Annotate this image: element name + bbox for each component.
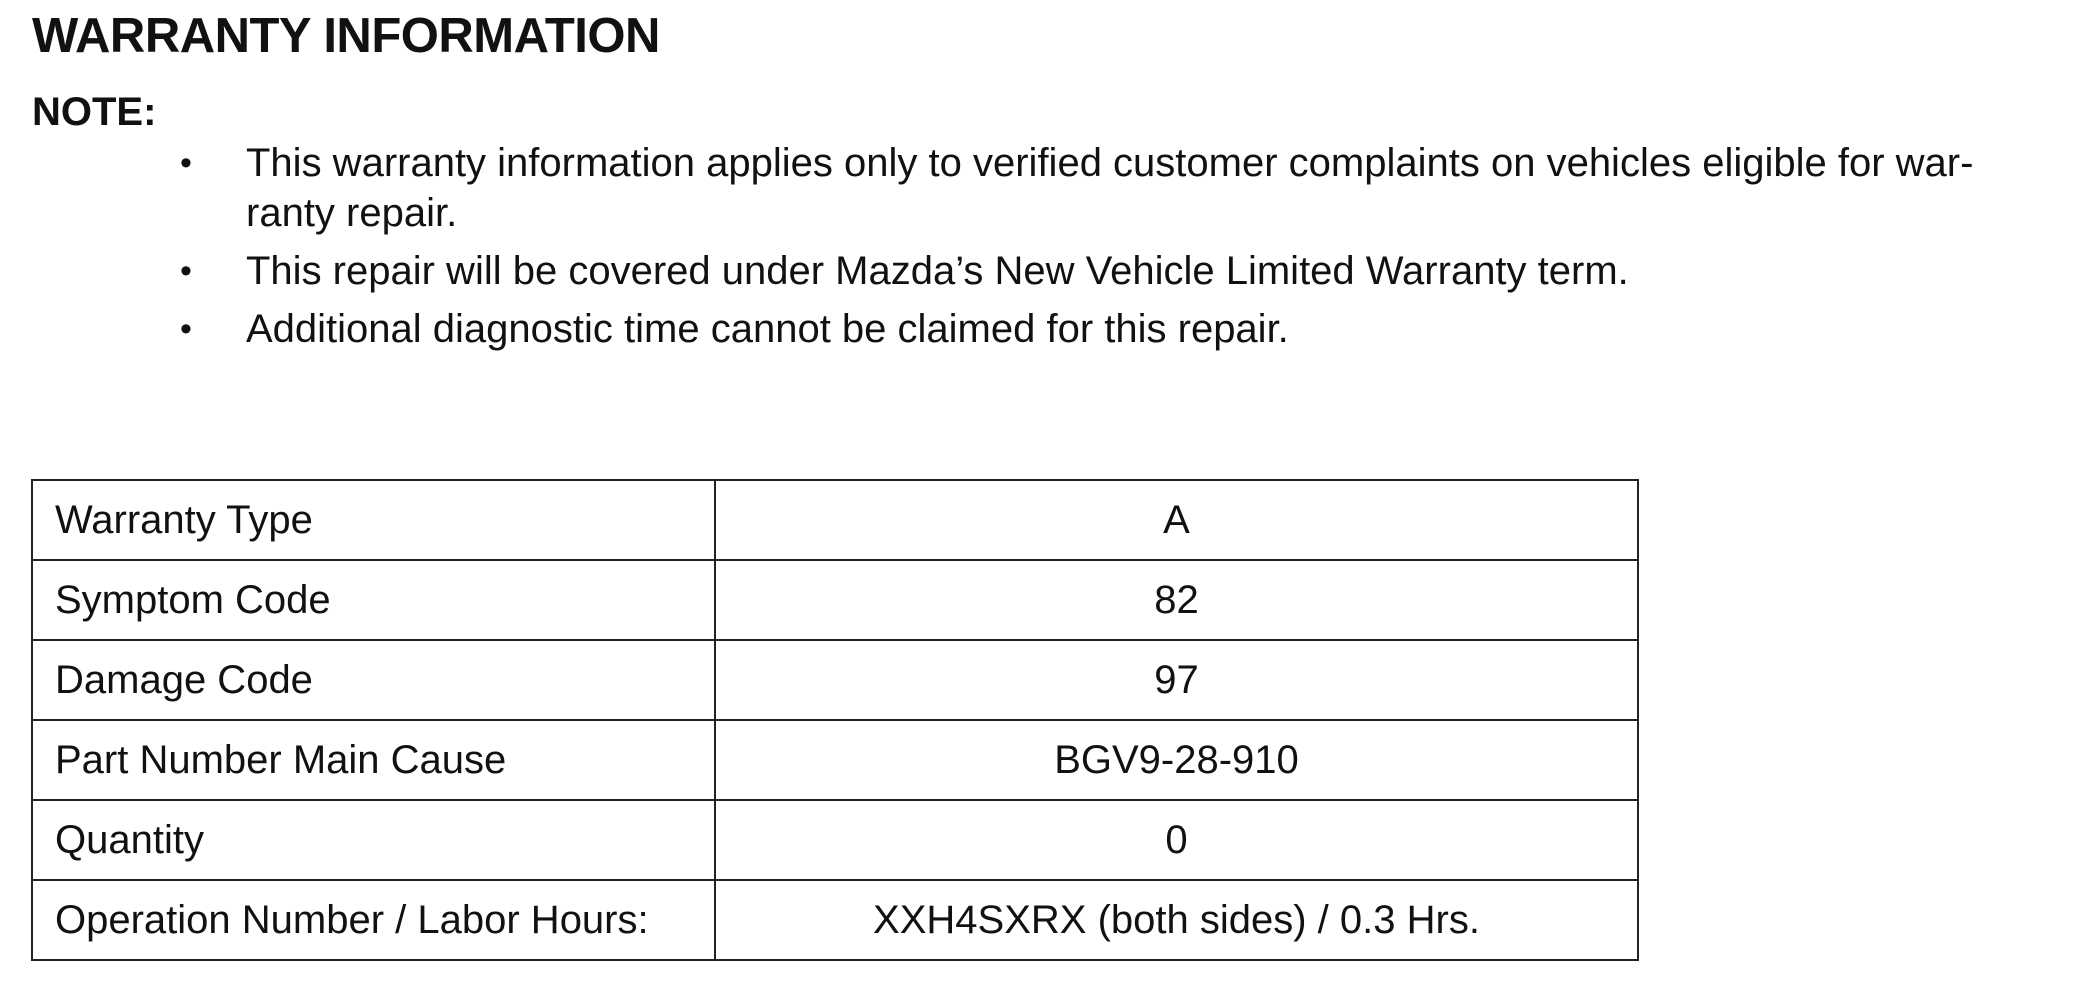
row-value: A bbox=[715, 480, 1638, 560]
row-value: BGV9-28-910 bbox=[715, 720, 1638, 800]
row-value: 0 bbox=[715, 800, 1638, 880]
table-row bbox=[32, 800, 1638, 880]
table-row bbox=[32, 480, 1638, 560]
row-label: Damage Code bbox=[32, 640, 715, 720]
bullet-icon: • bbox=[180, 252, 192, 290]
table-row bbox=[32, 560, 1638, 640]
row-label: Quantity bbox=[32, 800, 715, 880]
table-row bbox=[32, 640, 1638, 720]
table-row bbox=[32, 880, 1638, 960]
warranty-table bbox=[31, 479, 1639, 961]
note-item bbox=[0, 246, 2077, 296]
note-text: Additional diagnostic time cannot be claimed for this repair. bbox=[246, 307, 1289, 351]
row-label: Operation Number / Labor Hours: bbox=[32, 880, 715, 960]
note-list bbox=[0, 138, 2077, 362]
note-text: This repair will be covered under Mazda’s New Vehicle Limited Warranty term. bbox=[246, 249, 1629, 293]
bullet-icon: • bbox=[180, 310, 192, 348]
note-text: This warranty information applies only to verified customer complaints on vehicles eligible for war-ranty repair. bbox=[246, 141, 1974, 235]
note-item bbox=[0, 304, 2077, 354]
bullet-icon: • bbox=[180, 144, 192, 182]
row-value: 97 bbox=[715, 640, 1638, 720]
note-label: NOTE: bbox=[32, 90, 157, 134]
table-row bbox=[32, 720, 1638, 800]
row-label: Warranty Type bbox=[32, 480, 715, 560]
row-label: Part Number Main Cause bbox=[32, 720, 715, 800]
page-title: WARRANTY INFORMATION bbox=[32, 9, 660, 63]
row-label: Symptom Code bbox=[32, 560, 715, 640]
row-value: XXH4SXRX (both sides) / 0.3 Hrs. bbox=[715, 880, 1638, 960]
row-value: 82 bbox=[715, 560, 1638, 640]
note-item bbox=[0, 138, 2077, 238]
